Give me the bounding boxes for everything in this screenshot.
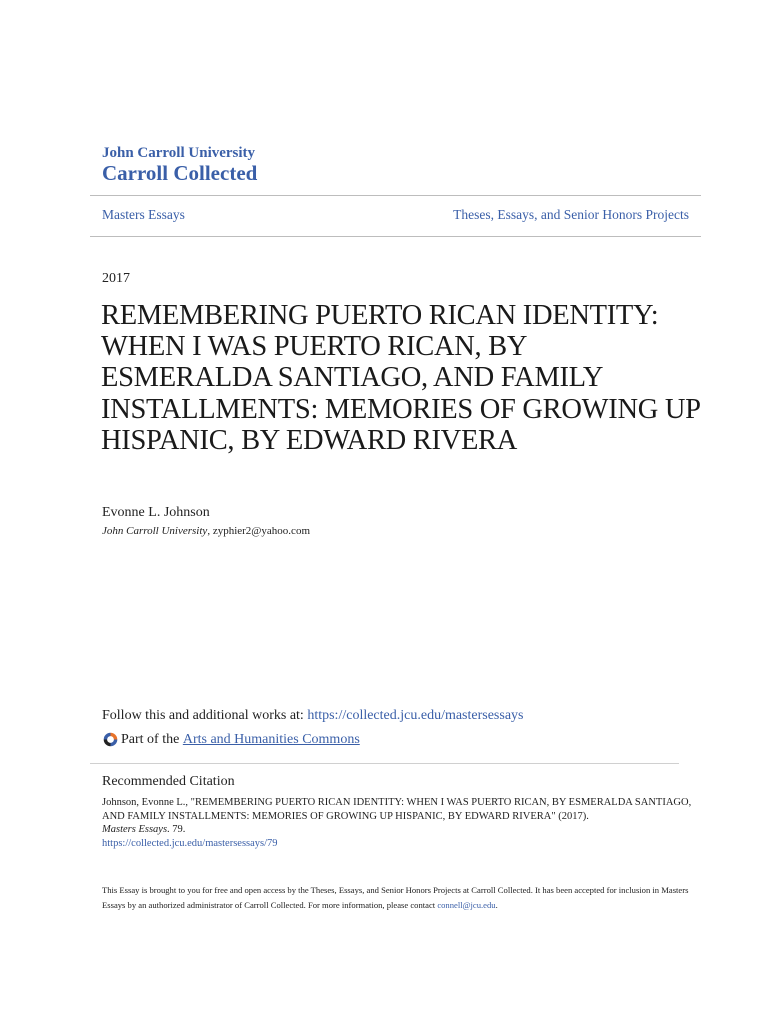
- bepress-network-icon: [102, 731, 119, 748]
- divider-nav-bottom: [90, 236, 701, 237]
- citation-series: Masters Essays: [102, 824, 168, 835]
- access-notice: [102, 883, 692, 913]
- repository-name[interactable]: Carroll Collected: [102, 161, 258, 185]
- divider-citation: [90, 763, 679, 764]
- citation-heading: Recommended Citation: [102, 774, 235, 789]
- part-of-label: Part of the: [121, 731, 180, 747]
- follow-line: [102, 708, 524, 724]
- publication-year: 2017: [102, 271, 130, 286]
- access-notice-end: .: [495, 900, 498, 910]
- document-title: REMEMBERING PUERTO RICAN IDENTITY: WHEN I WAS PUERTO RICAN, BY ESMERALDA SANTIAGO, AND FAMILY INSTALLMENTS: MEMORIES OF GROWING UP HISPANIC, BY EDWARD RIVERA: [101, 300, 700, 456]
- theses-essays-link[interactable]: Theses, Essays, and Senior Honors Projects: [453, 207, 689, 222]
- breadcrumb-nav: [102, 207, 689, 223]
- citation-number: . 79.: [167, 824, 186, 835]
- citation-body: [102, 796, 692, 850]
- author-email: , zyphier2@yahoo.com: [207, 525, 310, 537]
- follow-url-link[interactable]: https://collected.jcu.edu/mastersessays: [307, 708, 524, 723]
- masters-essays-link[interactable]: Masters Essays: [102, 207, 185, 222]
- commons-link[interactable]: Arts and Humanities Commons: [182, 731, 360, 747]
- citation-text: Johnson, Evonne L., "REMEMBERING PUERTO RICAN IDENTITY: WHEN I WAS PUERTO RICAN, BY ESMERALDA SANTIAGO, AND FAMILY INSTALLMENTS: MEMORIES OF GROWING UP HISPANIC, BY EDWARD RIVERA" (2017).: [102, 797, 692, 822]
- author-name: Evonne L. Johnson: [102, 505, 210, 520]
- citation-url-link[interactable]: https://collected.jcu.edu/mastersessays/79: [102, 837, 278, 849]
- header: [102, 145, 257, 185]
- access-notice-text: This Essay is brought to you for free and open access by the Theses, Essays, and Senior Honors Projects at Carroll Collected. It has been accepted for inclusion in Masters Essays by an authorized administrator of Carroll Collected. For more information, please contact: [102, 885, 689, 910]
- part-of-line: [102, 731, 360, 748]
- contact-email-link[interactable]: connell@jcu.edu: [437, 900, 496, 910]
- follow-label: Follow this and additional works at:: [102, 708, 308, 723]
- author-affiliation: [102, 525, 310, 537]
- divider-top: [90, 195, 701, 196]
- affiliation-name: John Carroll University: [102, 525, 208, 537]
- university-name[interactable]: John Carroll University: [102, 145, 256, 161]
